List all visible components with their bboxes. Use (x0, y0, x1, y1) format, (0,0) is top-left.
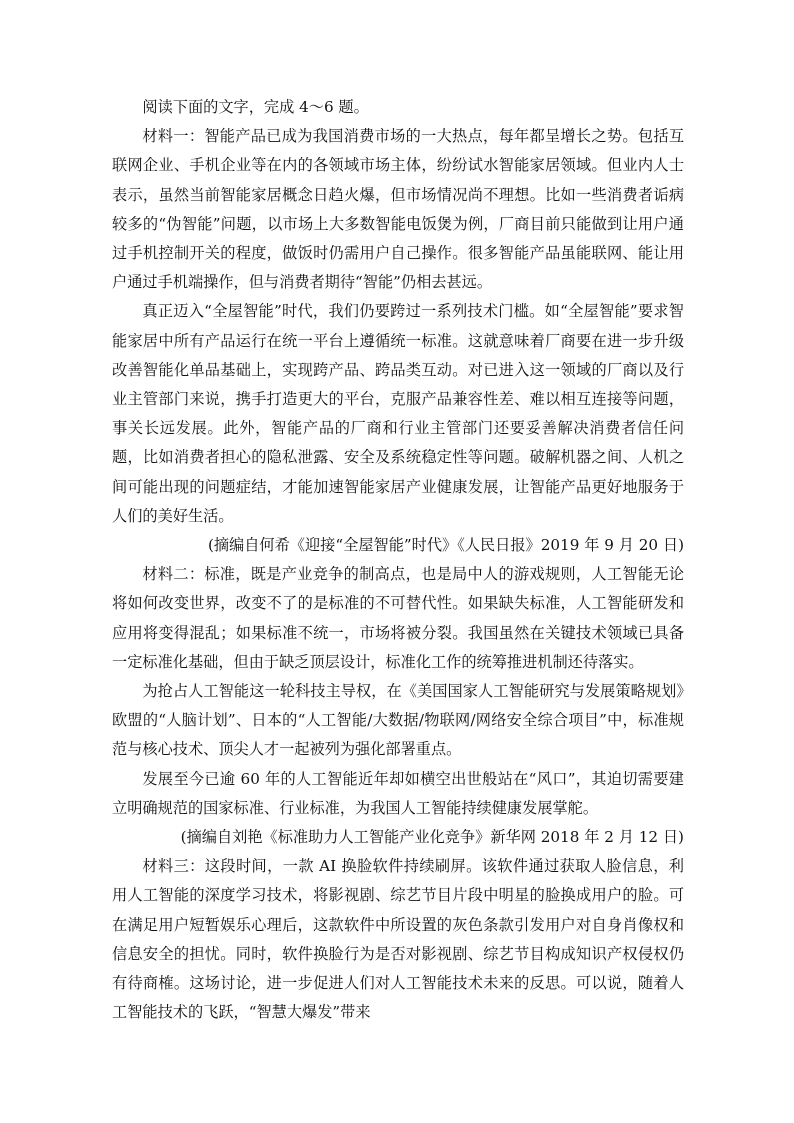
material-2-paragraph-3: 发展至今已逾 60 年的人工智能近年却如横空出世般站在“风口”，其迫切需要建立明确规范的国家标准、行业标准，为我国人工智能持续健康发展掌舵。 (112, 769, 684, 817)
material-1-paragraph-2: 真正迈入“全屋智能”时代，我们仍要跨过一系列技术门槛。如“全屋智能”要求智能家居中所有产品运行在统一平台上遵循统一标准。这就意味着厂商要在进一步升级改善智能化单品基础上，实现跨产品、跨品类互动。对已进入这一领域的厂商以及行业主管部门来说，携手打造更大的平台，克服产品兼容性差、难以相互连接等问题，事关长远发展。此外，智能产品的厂商和行业主管部门还要妥善解决消费者信任问题，比如消费者担心的隐私泄露、安全及系统稳定性等问题。破解机器之间、人机之间可能出现的问题症结，才能加速智能家居产业健康发展，让智能产品更好地服务于人们的美好生活。 (112, 302, 684, 525)
instruction: 阅读下面的文字，完成 4～6 题。 (142, 98, 369, 116)
material-3-paragraph-1: 材料三：这段时间，一款 AI 换脸软件持续刷屏。该软件通过获取人脸信息，利用人工智能的深度学习技术，将影视剧、综艺节目片段中明星的脸换成用户的脸。可在满足用户短暂娱乐心理后，这款软件中所设置的灰色条款引发用户对自身肖像权和信息安全的担忧。同时，软件换脸行为是否对影视剧、综艺节目构成知识产权侵权仍有待商榷。这场讨论，进一步促进人们对人工智能技术未来的反思。可以说，随着人工智能技术的飞跃，“智慧大爆发”带来 (112, 857, 684, 1022)
document-body (112, 93, 684, 1028)
material-2-paragraph-1: 材料二：标准，既是产业竞争的制高点，也是局中人的游戏规则，人工智能无论将如何改变世界，改变不了的是标准的不可替代性。如果缺失标准，人工智能研发和应用将变得混乱；如果标准不统一，市场将被分裂。我国虽然在关键技术领域已具备一定标准化基础，但由于缺乏顶层设计，标准化工作的统筹推进机制还待落实。 (112, 565, 684, 671)
material-1-source: (摘编自何希《迎接“全屋智能”时代》《人民日报》2019 年 9 月 20 日) (207, 536, 684, 555)
material-2-paragraph-2: 为抢占人工智能这一轮科技主导权，在《美国国家人工智能研究与发展策略规划》欧盟的“人脑计划”、日本的“人工智能/大数据/物联网/网络安全综合项目”中，标准规范与核心技术、顶尖人才一起被列为强化部署重点。 (112, 682, 684, 759)
material-2-source: (摘编自刘艳《标准助力人工智能产业化竞争》新华网 2018 年 2 月 12 日) (180, 828, 684, 847)
material-1-paragraph-1: 材料一：智能产品已成为我国消费市场的一大热点，每年都呈增长之势。包括互联网企业、手机企业等在内的各领域市场主体，纷纷试水智能家居领域。但业内人士表示，虽然当前智能家居概念日趋火爆，但市场情况尚不理想。比如一些消费者诟病较多的“伪智能”问题，以市场上大多数智能电饭煲为例，厂商目前只能做到让用户通过手机控制开关的程度，做饭时仍需用户自己操作。很多智能产品虽能联网、能让用户通过手机端操作，但与消费者期待“智能”仍相去甚远。 (112, 127, 684, 292)
